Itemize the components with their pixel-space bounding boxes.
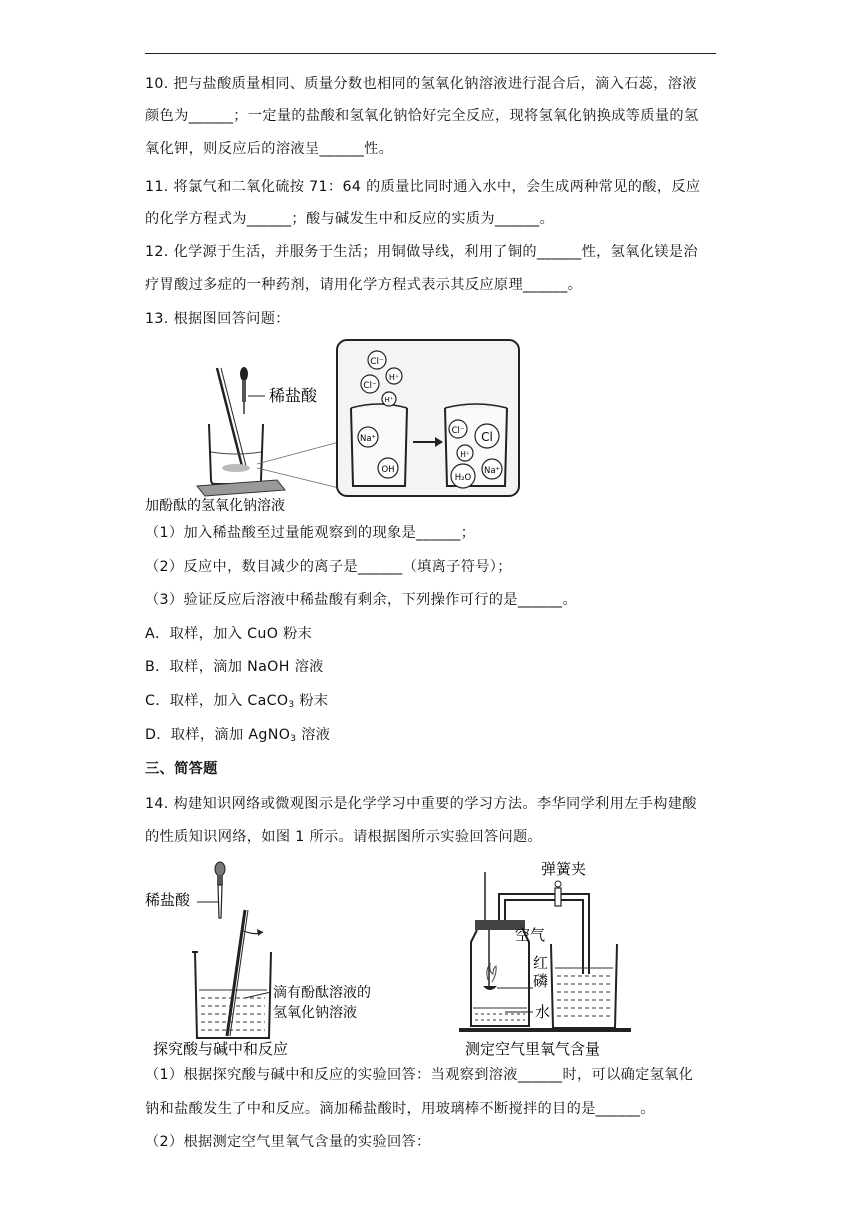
ion-cl-2: [361, 375, 379, 393]
clamp-label: 弹簧夹: [541, 860, 587, 878]
q11-line-2: 的化学方程式为______；酸与碱发生中和反应的实质为______。: [145, 211, 555, 227]
ion-oh: [378, 458, 398, 478]
ion-na-right: [482, 459, 502, 479]
q13-option-c: C．取样，加入 CaCO$_3$ 粉末: [145, 693, 329, 710]
q14-figure-left: [145, 858, 405, 1058]
ion-cl-right-2: [475, 424, 499, 448]
left-dropper-label: 稀盐酸: [145, 891, 191, 909]
q14-line-2: 的性质知识网络，如图 1 所示。请根据图所示实验回答问题。: [145, 829, 543, 845]
water-label: 水: [535, 1003, 551, 1021]
q12-line-1: 12. 化学源于生活，并服务于生活；用铜做导线，利用了铜的______性，氢氧化镁是治: [145, 244, 698, 260]
beaker-caption: 加酚酞的氢氧化钠溶液: [145, 498, 285, 514]
phosphorus-label-1: 红: [533, 954, 549, 972]
q13-figure: [145, 338, 525, 518]
ion-h-1: [386, 368, 402, 384]
q11-line-1: 11. 将氯气和二氧化硫按 71：64 的质量比同时通入水中，会生成两种常见的酸，反应: [145, 179, 701, 195]
q13-sub-1: （1）加入稀盐酸至过量能观察到的现象是______；: [145, 525, 476, 541]
q14-sub-2: （2）根据测定空气里氧气含量的实验回答：: [145, 1134, 431, 1150]
q10-line-2: 颜色为______；一定量的盐酸和氢氧化钠恰好完全反应，现将氢氧化钠换成等质量的氢: [145, 108, 699, 124]
svg-text:Cl⁻: Cl⁻: [363, 381, 377, 391]
q13-option-a: A．取样，加入 CuO 粉末: [145, 626, 313, 642]
svg-text:Cl⁻: Cl⁻: [370, 357, 384, 367]
q10-line-1: 10. 把与盐酸质量相同、质量分数也相同的氢氧化钠溶液进行混合后，滴入石蕊，溶液: [145, 76, 697, 92]
svg-text:Na⁺: Na⁺: [359, 434, 377, 444]
section-heading: 三、简答题: [145, 761, 218, 777]
svg-text:H⁺: H⁺: [460, 450, 470, 459]
ion-na-left: [358, 427, 378, 447]
q14-line-1: 14. 构建知识网络或微观图示是化学学习中重要的学习方法。李华同学利用左手构建酸: [145, 796, 697, 812]
q13-stem: 13. 根据图回答问题：: [145, 311, 290, 327]
dropper-label: 稀盐酸: [269, 386, 318, 405]
svg-text:Na⁺: Na⁺: [483, 466, 501, 476]
ion-cl-1: [368, 351, 386, 369]
oxygen-content-apparatus: [455, 858, 655, 1058]
air-label: 空气: [515, 926, 546, 944]
right-figure-caption: 测定空气里氧气含量: [465, 1040, 601, 1058]
ion-h-right: [457, 445, 473, 461]
left-solution-label-2: 氢氧化钠溶液: [273, 1005, 357, 1021]
q12-line-2: 疗胃酸过多症的一种药剂，请用化学方程式表示其反应原理______。: [145, 277, 583, 293]
neutralization-ion-diagram: [145, 338, 525, 518]
q13-sub-3: （3）验证反应后溶液中稀盐酸有剩余，下列操作可行的是______。: [145, 592, 578, 608]
q13-sub-2: （2）反应中，数目减少的离子是______（填离子符号）；: [145, 559, 512, 575]
svg-text:H⁺: H⁺: [384, 396, 394, 404]
left-solution-label-1: 滴有酚酞溶液的: [273, 985, 371, 1001]
ion-cl-right-1: [449, 420, 467, 438]
svg-text:Cl⁻: Cl⁻: [451, 426, 465, 436]
ion-h-2: [382, 392, 396, 406]
svg-text:H₂O: H₂O: [454, 473, 472, 483]
q10-line-3: 氧化钾，则反应后的溶液呈______性。: [145, 141, 394, 157]
header-rule: [145, 53, 716, 54]
q14-sub-1-line-2: 钠和盐酸发生了中和反应。滴加稀盐酸时，用玻璃棒不断搅拌的目的是______。: [145, 1101, 655, 1117]
q13-option-b: B．取样，滴加 NaOH 溶液: [145, 659, 324, 675]
left-figure-caption: 探究酸与碱中和反应: [153, 1040, 289, 1058]
neutralization-experiment-diagram: [145, 858, 405, 1058]
svg-text:OH: OH: [381, 465, 395, 475]
q13-option-d: D．取样，滴加 AgNO$_3$ 溶液: [145, 727, 331, 744]
phosphorus-label-2: 磷: [533, 972, 549, 990]
svg-text:H⁺: H⁺: [388, 373, 400, 382]
q14-sub-1-line-1: （1）根据探究酸与碱中和反应的实验回答：当观察到溶液______时，可以确定氢氧化: [145, 1067, 694, 1083]
ion-h2o: [451, 464, 475, 488]
svg-text:Cl: Cl: [481, 430, 493, 444]
q14-figure-right: [455, 858, 655, 1058]
